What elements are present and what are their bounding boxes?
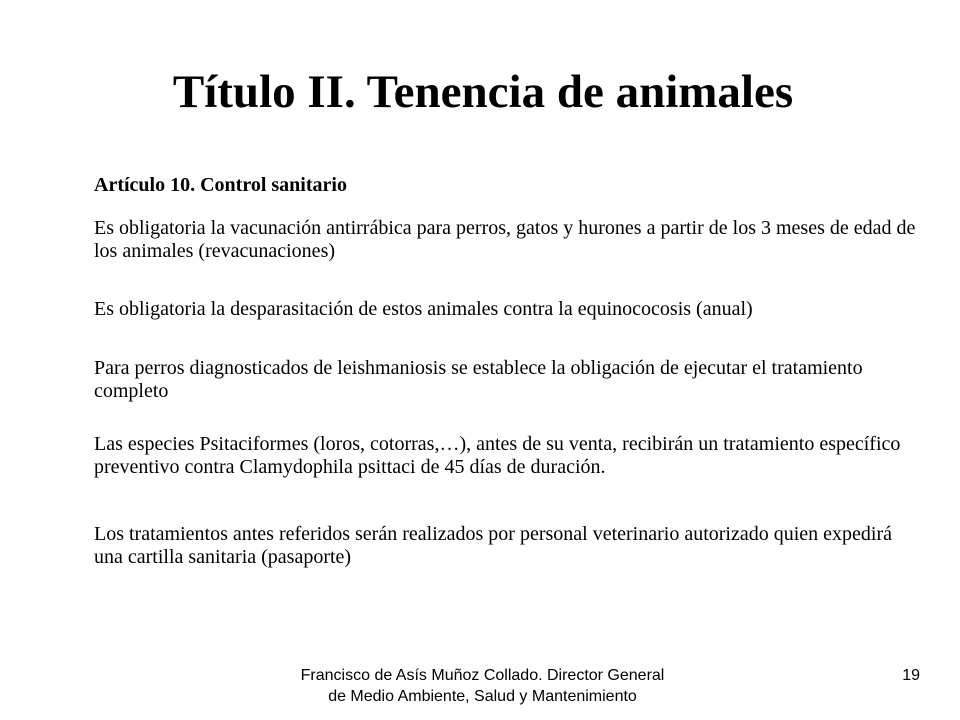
paragraph-vacunacion: Es obligatoria la vacunación antirrábica para perros, gatos y hurones a partir de los 3 meses de edad de los animales (revacunaciones) [94,217,916,262]
article-heading: Artículo 10. Control sanitario [94,174,347,196]
paragraph-psitaciformes: Las especies Psitaciformes (loros, cotorras,…), antes de su venta, recibirán un tratamiento específico preventivo contra Clamydophila psittaci de 45 días de duración. [94,433,901,478]
slide-title: Título II. Tenencia de animales [172,66,794,118]
paragraph-desparasitacion: Es obligatoria la desparasitación de estos animales contra la equinococosis (anual) [94,298,753,320]
footer-author: Francisco de Asís Muñoz Collado. Director General de Medio Ambiente, Salud y Mantenimiento [300,667,665,705]
paragraph-leishmaniosis: Para perros diagnosticados de leishmaniosis se establece la obligación de ejecutar el tratamiento completo [94,357,863,402]
page-number: 19 [902,667,920,684]
paragraph-tratamientos: Los tratamientos antes referidos serán realizados por personal veterinario autorizado quien expedirá una cartilla sanitaria (pasaporte) [94,523,893,568]
